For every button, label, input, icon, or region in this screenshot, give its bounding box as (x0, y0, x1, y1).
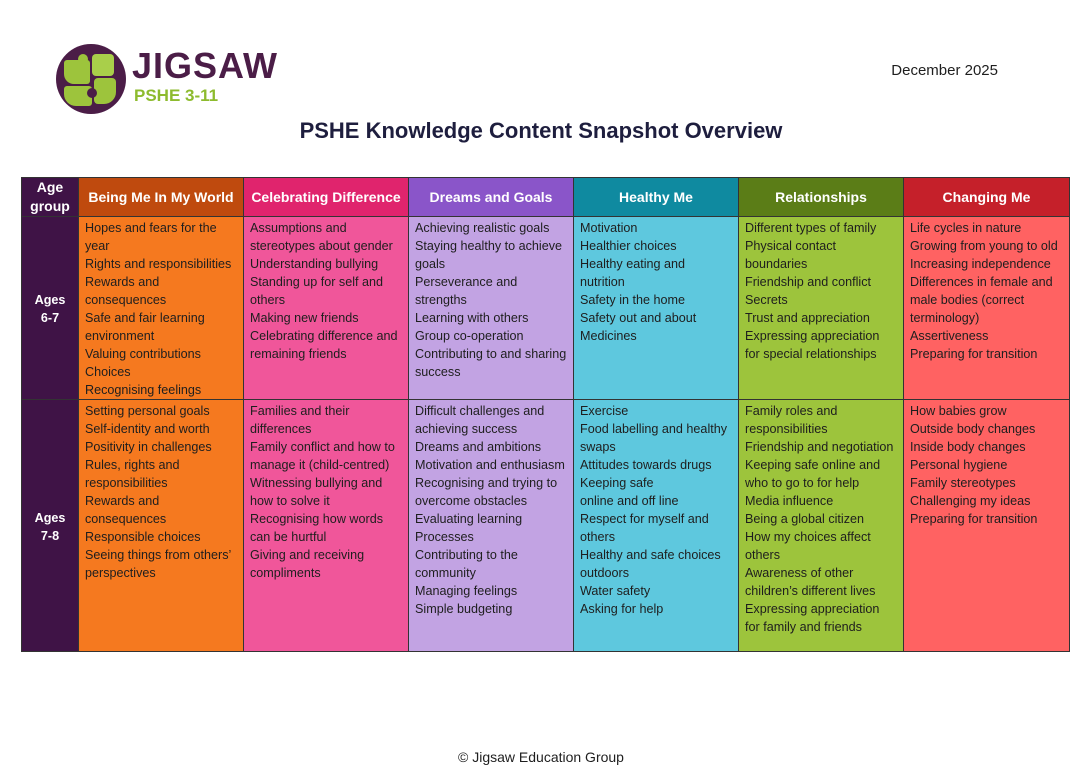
topic-item: How babies grow (910, 404, 1007, 418)
table-row (22, 400, 1070, 652)
topic-item: Rewards and consequences (85, 494, 167, 526)
topic-item: Keeping safe (580, 476, 654, 490)
topic-item: Water safety (580, 584, 651, 598)
topic-item: Managing feelings (415, 584, 518, 598)
topic-item: Secrets (745, 293, 788, 307)
topic-item: Respect for myself and others (580, 512, 709, 544)
topic-item: Learning with others (415, 311, 529, 325)
topic-cell-changing-me (904, 400, 1070, 652)
topic-item: Motivation and enthusiasm (415, 458, 565, 472)
topic-item: Seeing things from others’ perspectives (85, 548, 231, 580)
topic-item: How my choices affect others (745, 530, 871, 562)
column-header-changing-me: Changing Me (904, 178, 1070, 217)
topic-item: Making new friends (250, 311, 359, 325)
topic-item: Staying healthy to achieve goals (415, 239, 563, 271)
topic-item: Group co-operation (415, 329, 524, 343)
topic-item: Medicines (580, 329, 637, 343)
topic-item: Preparing for transition (910, 512, 1038, 526)
topic-cell-celebrating-difference (244, 217, 409, 400)
topic-item: Healthy and safe choices outdoors (580, 548, 721, 580)
topic-item: Increasing independence (910, 257, 1051, 271)
topic-item: Healthier choices (580, 239, 677, 253)
topic-item: Media influence (745, 494, 834, 508)
topic-item: Dreams and ambitions (415, 440, 541, 454)
topic-item: Expressing appreciation for family and friends (745, 602, 880, 634)
topic-cell-dreams-and-goals (409, 217, 574, 400)
column-header-being-me: Being Me In My World (79, 178, 244, 217)
topic-item: Asking for help (580, 602, 664, 616)
topic-cell-being-me (79, 217, 244, 400)
jigsaw-puzzle-icon (56, 44, 126, 114)
topic-cell-celebrating-difference (244, 400, 409, 652)
topic-item: Contributing to the community (415, 548, 518, 580)
topic-item: Hopes and fears for the year (85, 221, 217, 253)
topic-item: Positivity in challenges (85, 440, 212, 454)
age-group-header: Age group (22, 178, 79, 217)
age-group-cell: Ages 6-7 (22, 217, 79, 400)
topic-item: Challenging my ideas (910, 494, 1031, 508)
topic-item: Understanding bullying (250, 257, 379, 271)
topic-item: Inside body changes (910, 440, 1026, 454)
topic-item: Recognising how words can be hurtful (250, 512, 384, 544)
topic-item: Food labelling and healthy swaps (580, 422, 728, 454)
topic-item: Celebrating difference and remaining friends (250, 329, 398, 361)
topic-item: Valuing contributions (85, 347, 201, 361)
topic-item: Safety out and about (580, 311, 697, 325)
topic-item: Different types of family (745, 221, 877, 235)
topic-item: Friendship and conflict (745, 275, 872, 289)
topic-item: Simple budgeting (415, 602, 513, 616)
jigsaw-logo (56, 44, 286, 116)
topic-item: Expressing appreciation for special relationships (745, 329, 880, 361)
topic-item: Families and their differences (250, 404, 350, 436)
topic-item: Differences in female and male bodies (correct terminology) (910, 275, 1053, 325)
topic-item: Achieving realistic goals (415, 221, 550, 235)
topic-item: Assertiveness (910, 329, 989, 343)
topic-item: Personal hygiene (910, 458, 1008, 472)
age-group-cell: Ages 7-8 (22, 400, 79, 652)
footer-copyright: © Jigsaw Education Group (458, 749, 624, 765)
topic-item: Trust and appreciation (745, 311, 870, 325)
topic-item: online and off line (580, 494, 679, 508)
topic-item: Friendship and negotiation (745, 440, 894, 454)
column-header-relationships: Relationships (739, 178, 904, 217)
topic-item: Growing from young to old (910, 239, 1058, 253)
topic-item: Setting personal goals (85, 404, 210, 418)
topic-item: Healthy eating and nutrition (580, 257, 686, 289)
topic-item: Self-identity and worth (85, 422, 210, 436)
topic-item: Physical contact boundaries (745, 239, 836, 271)
topic-item: Recognising feelings (85, 383, 202, 397)
page-title: PSHE Knowledge Content Snapshot Overview (299, 118, 783, 143)
column-header-healthy-me: Healthy Me (574, 178, 739, 217)
document-date: December 2025 (891, 62, 998, 79)
topic-item: Evaluating learning Processes (415, 512, 523, 544)
topic-item: Exercise (580, 404, 629, 418)
topic-item: Recognising and trying to overcome obstacles (415, 476, 558, 508)
topic-item: Outside body changes (910, 422, 1036, 436)
column-header-dreams-and-goals: Dreams and Goals (409, 178, 574, 217)
topic-cell-dreams-and-goals (409, 400, 574, 652)
topic-item: Safety in the home (580, 293, 686, 307)
topic-item: Choices (85, 365, 131, 379)
topic-item: Family stereotypes (910, 476, 1016, 490)
topic-item: Difficult challenges and achieving success (415, 404, 545, 436)
column-header-celebrating-difference: Celebrating Difference (244, 178, 409, 217)
topic-item: Motivation (580, 221, 638, 235)
topic-item: Assumptions and stereotypes about gender (250, 221, 393, 253)
header-row (22, 178, 1070, 217)
topic-item: Rules, rights and responsibilities (85, 458, 180, 490)
topic-cell-relationships (739, 217, 904, 400)
logo-title: JIGSAW (132, 45, 279, 86)
topic-item: Life cycles in nature (910, 221, 1022, 235)
topic-item: Awareness of other children’s different lives (745, 566, 876, 598)
topic-item: Rights and responsibilities (85, 257, 232, 271)
topic-item: Family conflict and how to manage it (child-centred) (250, 440, 395, 472)
topic-item: Standing up for self and others (250, 275, 384, 307)
table-row (22, 217, 1070, 400)
content-overview-table (21, 177, 1070, 652)
topic-cell-healthy-me (574, 400, 739, 652)
topic-item: Attitudes towards drugs (580, 458, 712, 472)
topic-item: Safe and fair learning environment (85, 311, 205, 343)
topic-cell-relationships (739, 400, 904, 652)
topic-item: Rewards and consequences (85, 275, 167, 307)
topic-item: Being a global citizen (745, 512, 865, 526)
topic-item: Perseverance and strengths (415, 275, 518, 307)
topic-item: Preparing for transition (910, 347, 1038, 361)
topic-item: Giving and receiving compliments (250, 548, 365, 580)
topic-item: Witnessing bullying and how to solve it (250, 476, 383, 508)
topic-item: Contributing to and sharing success (415, 347, 567, 379)
topic-item: Responsible choices (85, 530, 201, 544)
topic-cell-changing-me (904, 217, 1070, 400)
topic-item: Family roles and responsibilities (745, 404, 838, 436)
logo-subtitle: PSHE 3-11 (134, 86, 219, 105)
topic-cell-healthy-me (574, 217, 739, 400)
topic-cell-being-me (79, 400, 244, 652)
topic-item: Keeping safe online and who to go to for help (745, 458, 881, 490)
